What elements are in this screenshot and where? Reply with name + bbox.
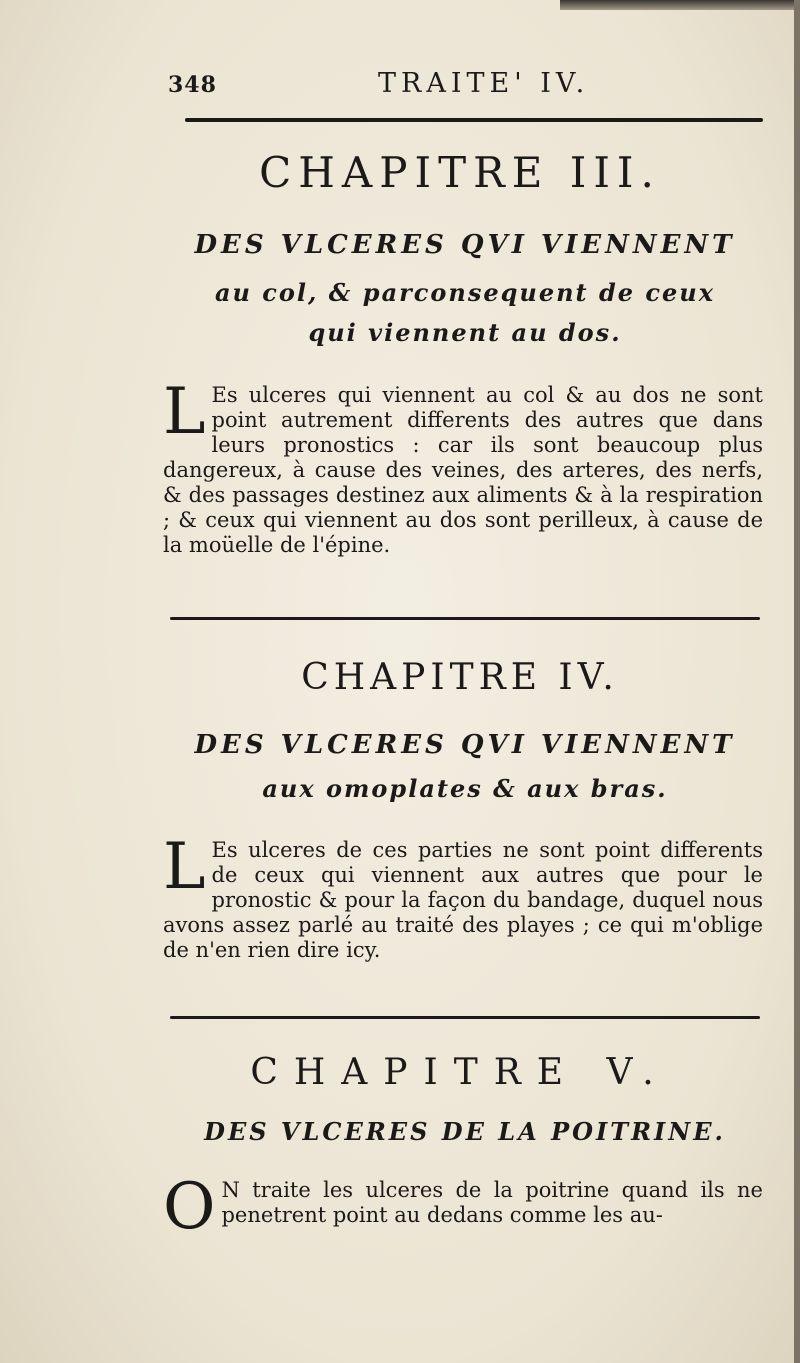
running-title: TRAITE' IV. (378, 68, 590, 99)
chapter-4-title-line-1: DES VLCERES QVI VIENNENT (194, 730, 736, 760)
chapter-4-text (163, 830, 763, 963)
header-rule (185, 118, 763, 122)
chapter-divider-rule (170, 617, 760, 620)
chapter-5-title-line-1: DES VLCERES DE LA POITRINE. (204, 1117, 726, 1146)
drop-cap: L (163, 375, 206, 449)
drop-cap: O (163, 1170, 216, 1244)
page-edge-shadow (560, 0, 800, 10)
chapter-4-heading: CHAPITRE IV. (301, 657, 619, 698)
chapter-divider-rule (170, 1016, 760, 1019)
paragraph: N traite les ulceres de la poitrine quand ils ne penetrent point au dedans comme les au- (221, 1178, 763, 1227)
chapter-3-title-line-3: qui viennent au dos. (308, 318, 622, 347)
chapter-3-title-line-1: DES VLCERES QVI VIENNENT (194, 230, 736, 260)
chapter-4-title-line-2: aux omoplates & aux bras. (262, 774, 668, 803)
paragraph: Es ulceres qui viennent au col & au dos ne sont point autrement differents des autres que dans leurs pronostics : car ils sont beaucoup plus dangereux, à cause des veines, des arteres, des nerfs, & des passages destinez aux aliments & à la respiration ; & ceux qui viennent au dos sont perilleux, à cause de la moüelle de l'épine. (163, 383, 763, 557)
page-edge (794, 0, 800, 1363)
paragraph: Es ulceres de ces parties ne sont point differents de ceux qui viennent aux autres que pour le pronostic & pour la façon du bandage, duquel nous avons assez parlé au traité des playes ; ce qui m'oblige de n'en rien dire icy. (163, 838, 763, 962)
chapter-5-heading: CHAPITRE V. (250, 1052, 670, 1093)
chapter-3-heading: CHAPITRE III. (259, 148, 661, 197)
drop-cap: L (163, 830, 206, 904)
chapter-5-text (163, 1170, 763, 1244)
page-number: 348 (168, 72, 217, 98)
chapter-3-text (163, 375, 763, 558)
page-header (168, 68, 760, 102)
chapter-3-title-line-2: au col, & parconsequent de ceux (214, 278, 716, 307)
